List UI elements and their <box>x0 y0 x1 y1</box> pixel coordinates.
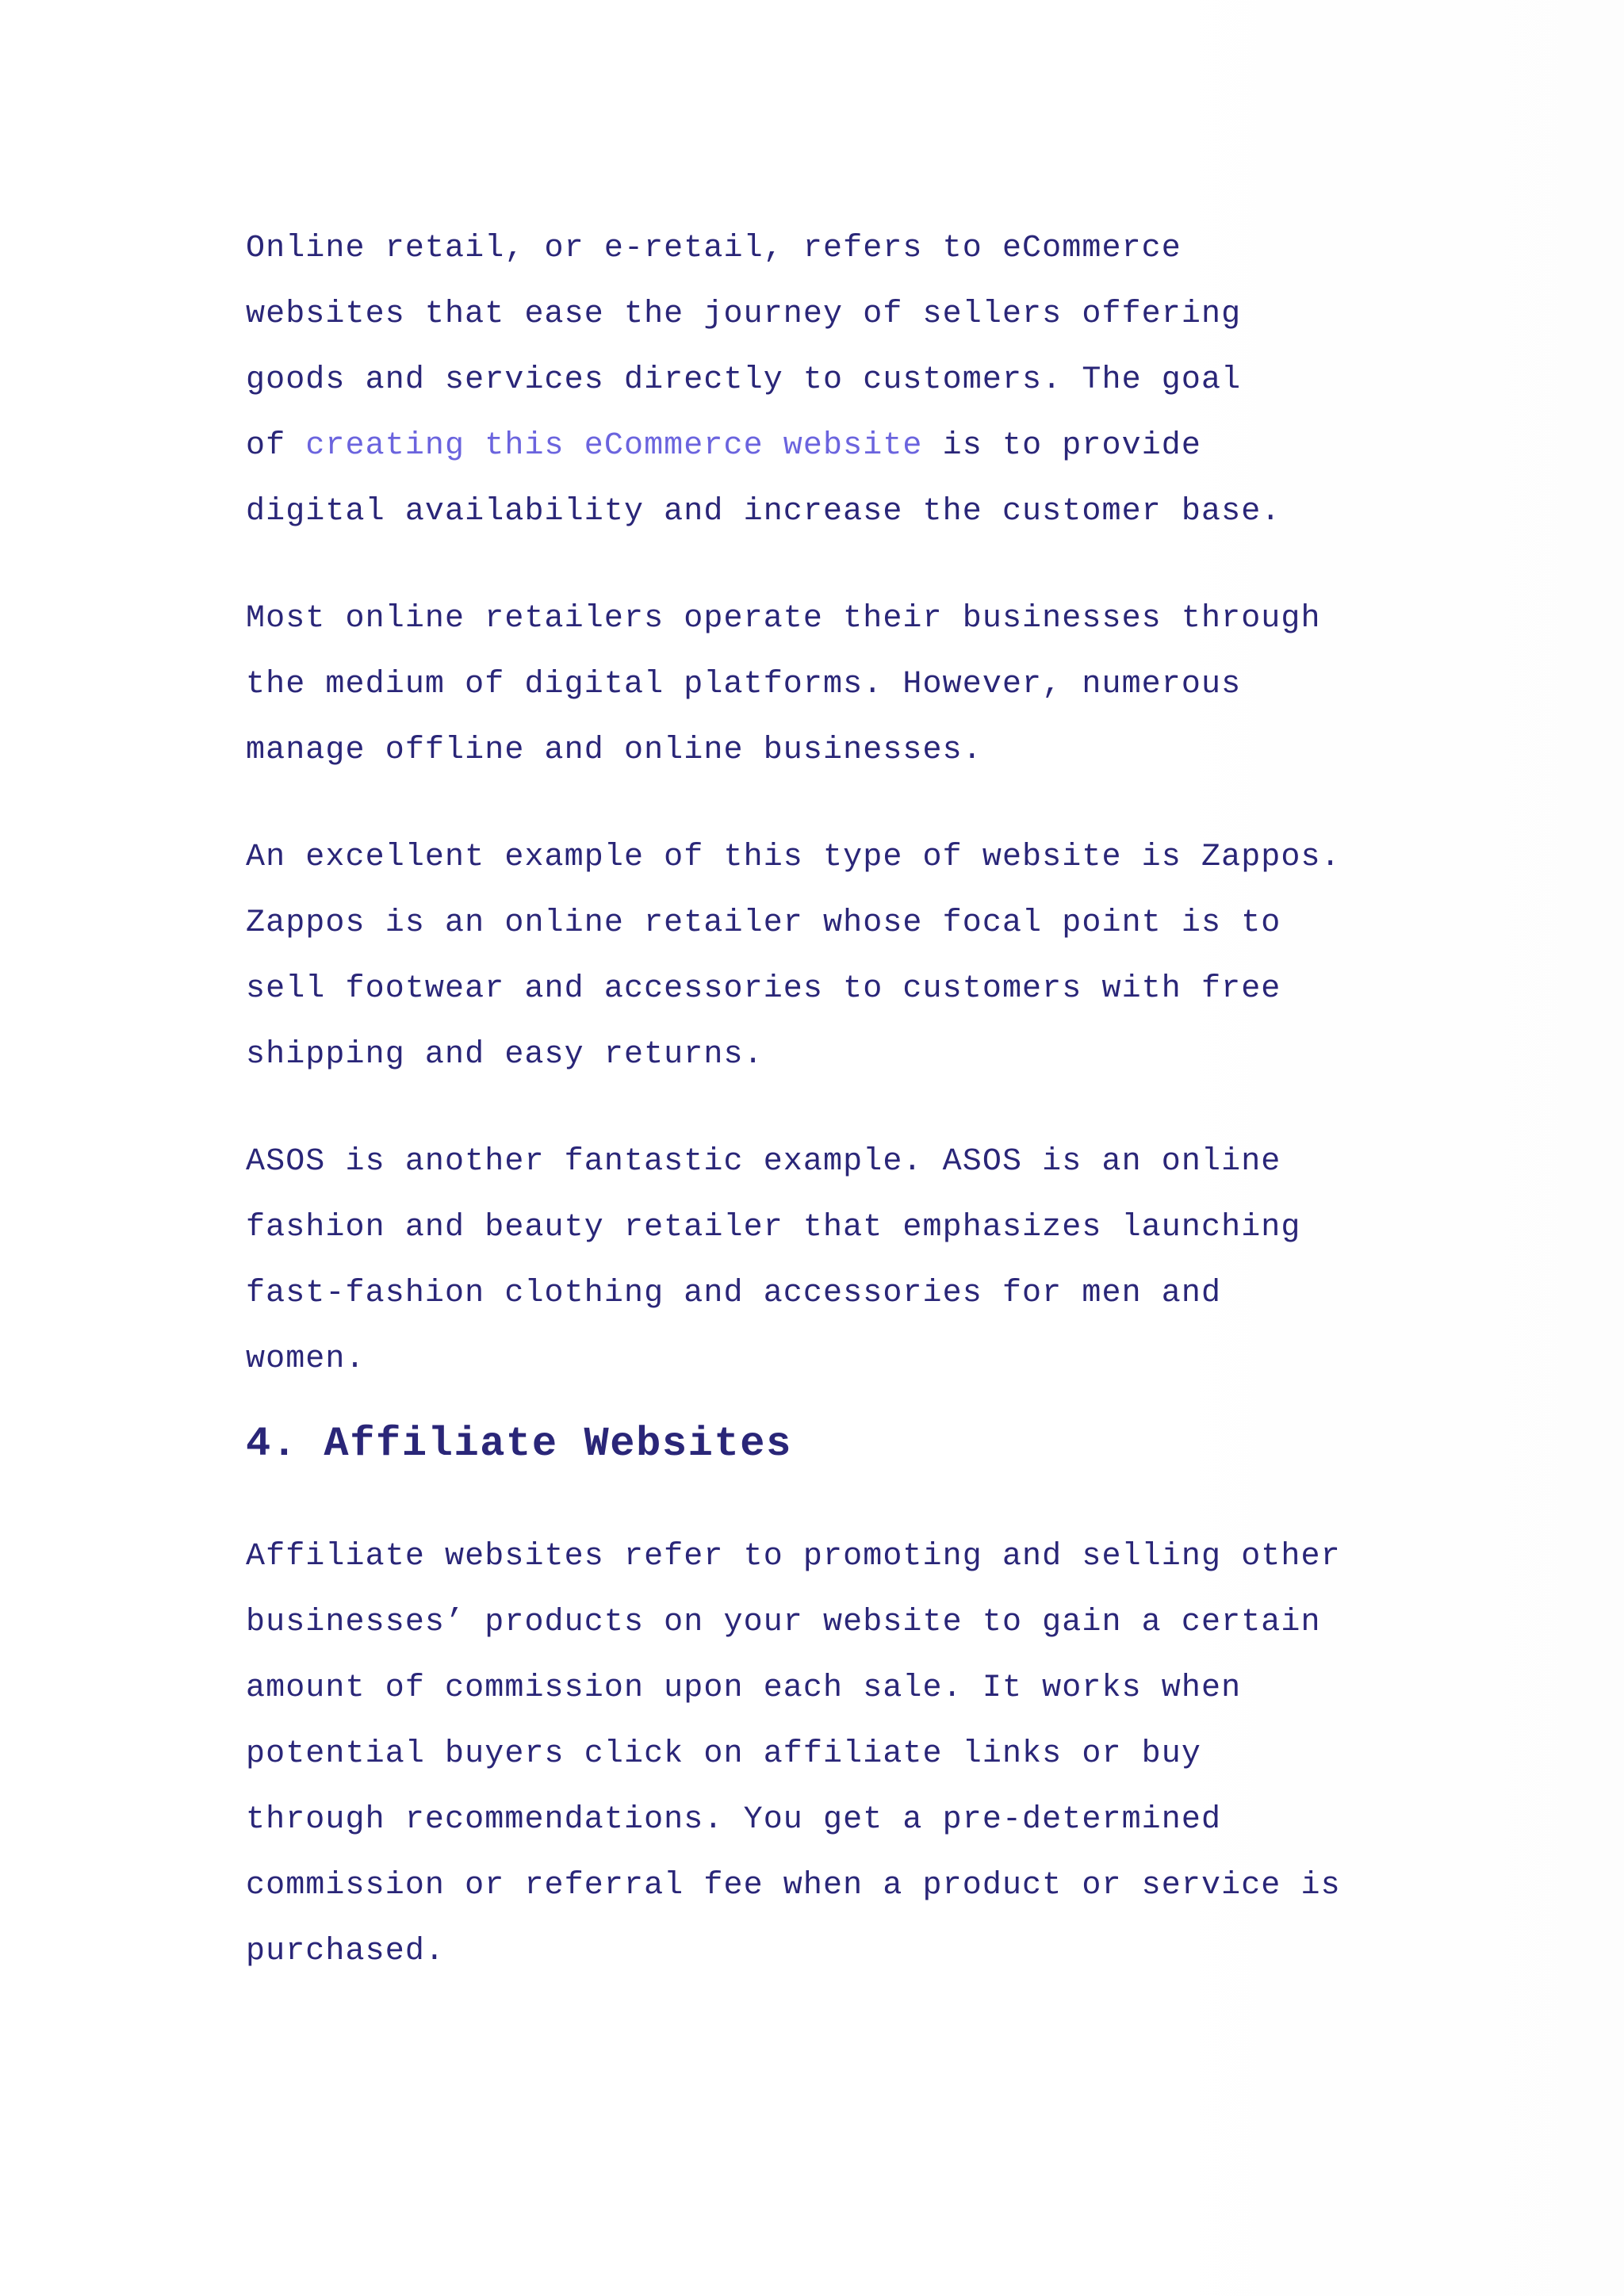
section-heading-affiliate-websites: 4. Affiliate Websites <box>246 1421 792 1468</box>
text-line: women. <box>246 1341 366 1377</box>
text-line-with-link <box>246 413 1388 479</box>
text-line: businesses’ products on your website to gain a certain <box>246 1605 1321 1640</box>
text-line: manage offline and online businesses. <box>246 733 982 768</box>
paragraph-zappos-example <box>246 825 1388 1088</box>
text-line: Online retail, or e-retail, refers to eCommerce <box>246 231 1182 266</box>
text-line: commission or referral fee when a product or service is <box>246 1868 1341 1904</box>
text-line: purchased. <box>246 1934 446 1969</box>
text-line: fast-fashion clothing and accessories for men and <box>246 1276 1222 1311</box>
text-fragment: is to provide <box>922 428 1202 464</box>
text-line: sell footwear and accessories to customers with free <box>246 971 1281 1007</box>
text-line: websites that ease the journey of sellers offering <box>246 297 1242 332</box>
text-line: fashion and beauty retailer that emphasizes launching <box>246 1210 1301 1246</box>
article-body <box>246 216 1388 2026</box>
paragraph-online-retail <box>246 216 1388 545</box>
text-line: amount of commission upon each sale. It works when <box>246 1670 1242 1706</box>
text-line: digital availability and increase the customer base. <box>246 494 1281 530</box>
paragraph-affiliate-websites <box>246 1524 1388 1984</box>
text-line: ASOS is another fantastic example. ASOS is an online <box>246 1144 1281 1180</box>
creating-ecommerce-website-link[interactable]: creating this eCommerce website <box>305 428 923 464</box>
text-line: Affiliate websites refer to promoting and selling other <box>246 1539 1341 1575</box>
text-line: shipping and easy returns. <box>246 1037 764 1073</box>
text-line: Most online retailers operate their businesses through <box>246 601 1321 637</box>
paragraph-asos-example <box>246 1129 1388 1392</box>
paragraph-online-retailers <box>246 586 1388 783</box>
text-line: goods and services directly to customers. The goal <box>246 362 1242 398</box>
text-line: An excellent example of this type of website is Zappos. <box>246 840 1341 875</box>
text-line: the medium of digital platforms. However, numerous <box>246 667 1242 702</box>
text-line: Zappos is an online retailer whose focal point is to <box>246 905 1281 941</box>
text-fragment: of <box>246 428 306 464</box>
text-line: potential buyers click on affiliate links or buy <box>246 1736 1201 1772</box>
text-line: through recommendations. You get a pre-determined <box>246 1802 1222 1838</box>
